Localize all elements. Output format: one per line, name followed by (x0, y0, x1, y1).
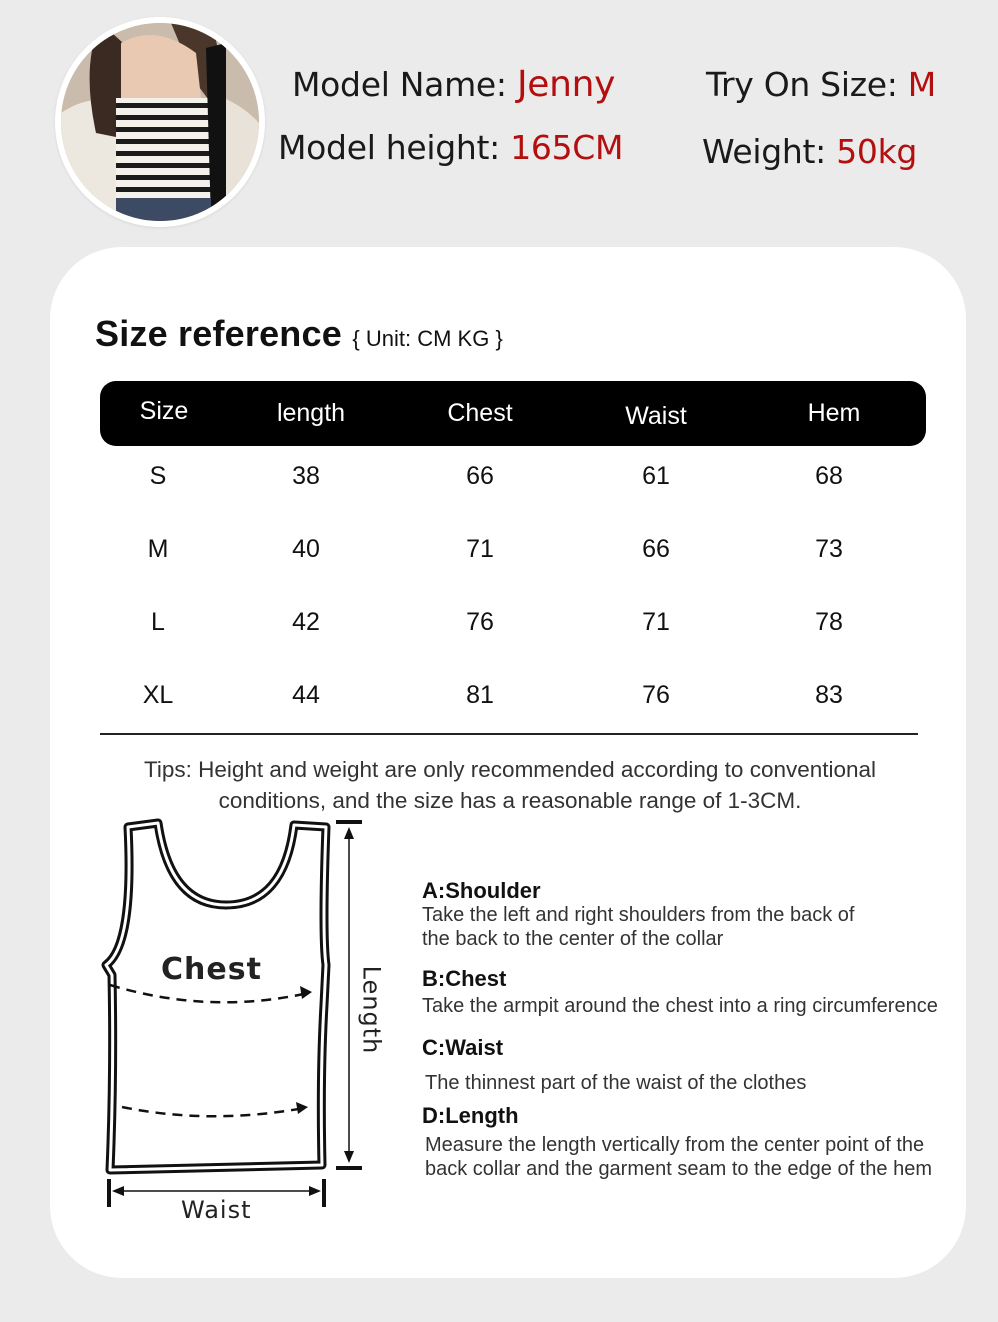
waist-title: C:Waist (422, 1035, 504, 1060)
cell-hem: 73 (815, 535, 843, 563)
table-row (100, 608, 926, 648)
cell-waist: 71 (642, 608, 670, 636)
cell-length: 44 (292, 681, 320, 709)
column-header-waist: Waist (625, 402, 687, 430)
model-height-value: 165CM (510, 128, 624, 167)
model-weight-value: 50kg (836, 132, 918, 171)
tank-top-diagram (100, 815, 400, 1235)
chest-title: B:Chest (422, 966, 507, 991)
cell-hem: 78 (815, 608, 843, 636)
model-weight-label: Weight: (702, 132, 826, 171)
table-row (100, 535, 926, 575)
try-on-size-label: Try On Size: (706, 65, 898, 104)
table-row (100, 462, 926, 502)
size-reference-heading (95, 313, 503, 355)
cell-hem: 83 (815, 681, 843, 709)
cell-chest: 66 (466, 462, 494, 490)
chest-desc-line-1: Take the armpit around the chest into a ring circumference (422, 995, 938, 1017)
cell-size: S (149, 462, 167, 490)
diagram-chest-label: Chest (161, 952, 262, 987)
table-divider (100, 733, 918, 735)
column-header-size: Size (139, 397, 189, 425)
cell-chest: 71 (466, 535, 494, 563)
column-header-length: length (276, 399, 346, 427)
model-weight (702, 132, 917, 171)
column-header-hem: Hem (807, 399, 861, 427)
shoulder-desc-line-1: Take the left and right shoulders from the back of (422, 904, 855, 926)
tips-line-2: conditions, and the size has a reasonable range of 1-3CM. (218, 788, 802, 813)
diagram-waist-label: Waist (181, 1196, 252, 1224)
model-name-label: Model Name: (292, 65, 507, 104)
tips-line-1: Tips: Height and weight are only recommended according to conventional (143, 757, 877, 782)
table-row (100, 681, 926, 721)
model-height-label: Model height: (278, 128, 500, 167)
cell-waist: 66 (642, 535, 670, 563)
cell-size: L (151, 608, 165, 636)
column-header-chest: Chest (447, 399, 513, 427)
tank-top-outline (100, 815, 400, 1235)
model-name (292, 64, 615, 105)
model-photo-illustration (61, 23, 259, 221)
cell-size: XL (142, 681, 174, 709)
waist-desc-line-1: The thinnest part of the waist of the clothes (425, 1072, 807, 1094)
cell-chest: 81 (466, 681, 494, 709)
unit-note: { Unit: CM KG } (352, 326, 503, 351)
try-on-size (706, 65, 936, 104)
table-header (100, 381, 926, 446)
model-height (278, 128, 623, 167)
shoulder-title: A:Shoulder (422, 878, 541, 903)
cell-waist: 61 (642, 462, 670, 490)
cell-length: 42 (292, 608, 320, 636)
cell-length: 38 (292, 462, 320, 490)
length-title: D:Length (422, 1103, 519, 1128)
size-reference-title: Size reference (95, 313, 342, 354)
model-name-value: Jenny (516, 64, 616, 105)
cell-size: M (147, 535, 169, 563)
tips-note (60, 754, 960, 816)
diagram-length-label: Length (357, 965, 386, 1055)
model-photo (55, 17, 265, 227)
shoulder-desc-line-2: the back to the center of the collar (422, 928, 724, 950)
cell-waist: 76 (642, 681, 670, 709)
cell-hem: 68 (815, 462, 843, 490)
try-on-size-value: M (907, 65, 936, 104)
length-desc-line-1: Measure the length vertically from the center point of the (425, 1134, 925, 1156)
cell-length: 40 (292, 535, 320, 563)
cell-chest: 76 (466, 608, 494, 636)
length-desc-line-2: back collar and the garment seam to the edge of the hem (425, 1158, 932, 1180)
